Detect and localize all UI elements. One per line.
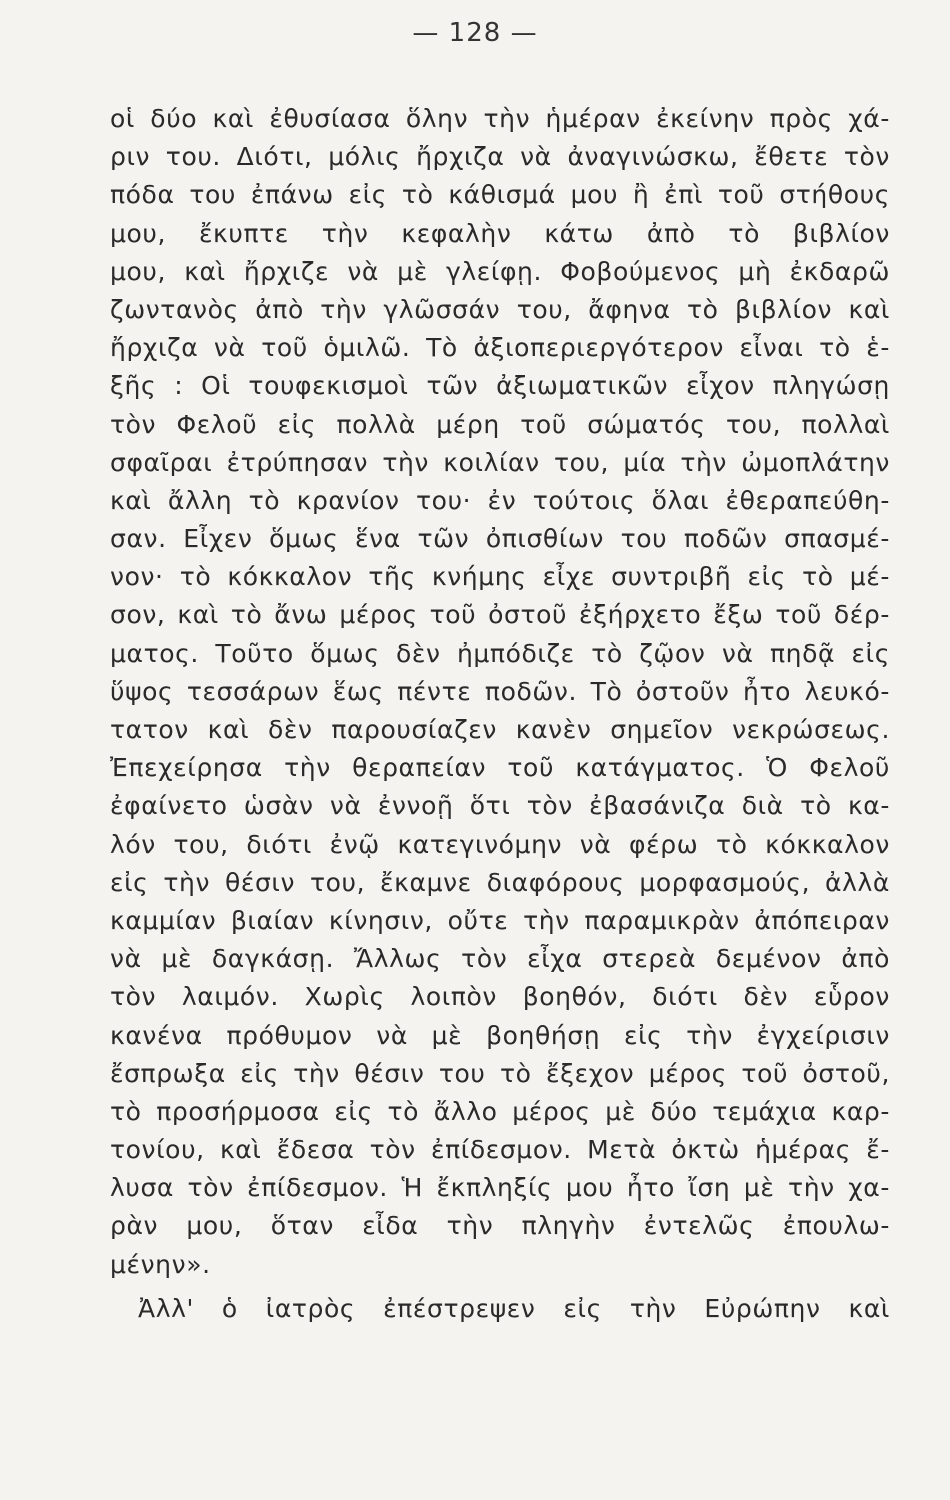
text-line: καμμίαν βιαίαν κίνησιν, οὔτε τὴν παραμικρὰν ἀπόπειραν (110, 905, 890, 935)
text-line: σον, καὶ τὸ ἄνω μέρος τοῦ ὀστοῦ ἐξήρχετο ἔξω τοῦ δέρ- (110, 600, 890, 630)
text-line: Ἀλλ' ὁ ἰατρὸς ἐπέστρεψεν εἰς τὴν Εὐρώπην καὶ (138, 1293, 890, 1323)
text-line: εἰς τὴν θέσιν του, ἔκαμνε διαφόρους μορφασμούς, ἀλλὰ (110, 867, 890, 897)
text-line: μου, ἔκυπτε τὴν κεφαλὴν κάτω ἀπὸ τὸ βιβλίον (110, 218, 890, 248)
text-line: νον· τὸ κόκκαλον τῆς κνήμης εἶχε συντριβῆ εἰς τὸ μέ- (110, 562, 890, 592)
text-line: τονίου, καὶ ἔδεσα τὸν ἐπίδεσμον. Μετὰ ὀκτὼ ἡμέρας ἔ- (110, 1135, 890, 1165)
text-line: ριν του. Διότι, μόλις ἤρχιζα νὰ ἀναγινώσκω, ἔθετε τὸν (110, 142, 890, 172)
text-line: μου, καὶ ἤρχιζε νὰ μὲ γλείφῃ. Φοβούμενος μὴ ἐκδαρῶ (110, 256, 890, 286)
text-line: σφαῖραι ἐτρύπησαν τὴν κοιλίαν του, μία τὴν ὠμοπλάτην (110, 447, 890, 477)
text-line: λυσα τὸν ἐπίδεσμον. Ἡ ἔκπληξίς μου ἦτο ἴση μὲ τὴν χα- (110, 1173, 890, 1203)
text-line: τὸν Φελοῦ εἰς πολλὰ μέρη τοῦ σώματός του, πολλαὶ (110, 409, 890, 439)
text-line: ξῆς : Οἱ τουφεκισμοὶ τῶν ἀξιωματικῶν εἶχον πληγώσῃ (110, 371, 890, 401)
text-line: ὕψος τεσσάρων ἕως πέντε ποδῶν. Τὸ ὀστοῦν ἦτο λευκό- (110, 676, 890, 706)
text-line: ἐφαίνετο ὡσὰν νὰ ἐννοῇ ὅτι τὸν ἐβασάνιζα διὰ τὸ κα- (110, 791, 890, 821)
text-line: ρὰν μου, ὅταν εἶδα τὴν πληγὴν ἐντελῶς ἐπουλω- (110, 1211, 890, 1241)
text-line: Ἐπεχείρησα τὴν θεραπείαν τοῦ κατάγματος. Ὁ Φελοῦ (110, 753, 890, 783)
text-line: οἱ δύο καὶ ἐθυσίασα ὅλην τὴν ἡμέραν ἐκείνην πρὸς χά- (110, 104, 890, 133)
text-line: λόν του, διότι ἐνῷ κατεγινόμην νὰ φέρω τὸ κόκκαλον (110, 829, 890, 859)
text-line: κανένα πρόθυμον νὰ μὲ βοηθήσῃ εἰς τὴν ἐγχείρισιν (110, 1020, 890, 1050)
paragraph-2 (110, 1290, 890, 1328)
text-line: μένην». (110, 1249, 211, 1279)
text-line: τὸν λαιμόν. Χωρὶς λοιπὸν βοηθόν, διότι δὲν εὗρον (110, 982, 890, 1012)
text-line: ζωντανὸς ἀπὸ τὴν γλῶσσάν του, ἄφηνα τὸ βιβλίον καὶ (110, 294, 890, 324)
text-line: πόδα του ἐπάνω εἰς τὸ κάθισμά μου ἢ ἐπὶ τοῦ στήθους (110, 180, 890, 210)
page-number: — 128 — (412, 18, 538, 48)
text-line: καὶ ἄλλη τὸ κρανίον του· ἐν τούτοις ὅλαι ἐθεραπεύθη- (110, 485, 890, 515)
body-text (110, 100, 890, 1328)
text-line: ματος. Τοῦτο ὅμως δὲν ἠμπόδιζε τὸ ζῷον νὰ πηδᾷ εἰς (110, 638, 890, 668)
text-line: νὰ μὲ δαγκάσῃ. Ἄλλως τὸν εἶχα στερεὰ δεμένον ἀπὸ (110, 944, 890, 974)
text-line: τατον καὶ δὲν παρουσίαζεν κανὲν σημεῖον νεκρώσεως. (110, 715, 890, 744)
text-line: σαν. Εἶχεν ὅμως ἕνα τῶν ὀπισθίων του ποδῶν σπασμέ- (110, 524, 890, 554)
text-line: ἔσπρωξα εἰς τὴν θέσιν του τὸ ἔξεχον μέρος τοῦ ὀστοῦ, (110, 1058, 890, 1088)
text-line: ἤρχιζα νὰ τοῦ ὁμιλῶ. Τὸ ἀξιοπεριεργότερον εἶναι τὸ ἑ- (110, 333, 890, 363)
paragraph-1 (110, 100, 890, 1284)
text-line: τὸ προσήρμοσα εἰς τὸ ἄλλο μέρος μὲ δύο τεμάχια καρ- (110, 1096, 890, 1126)
